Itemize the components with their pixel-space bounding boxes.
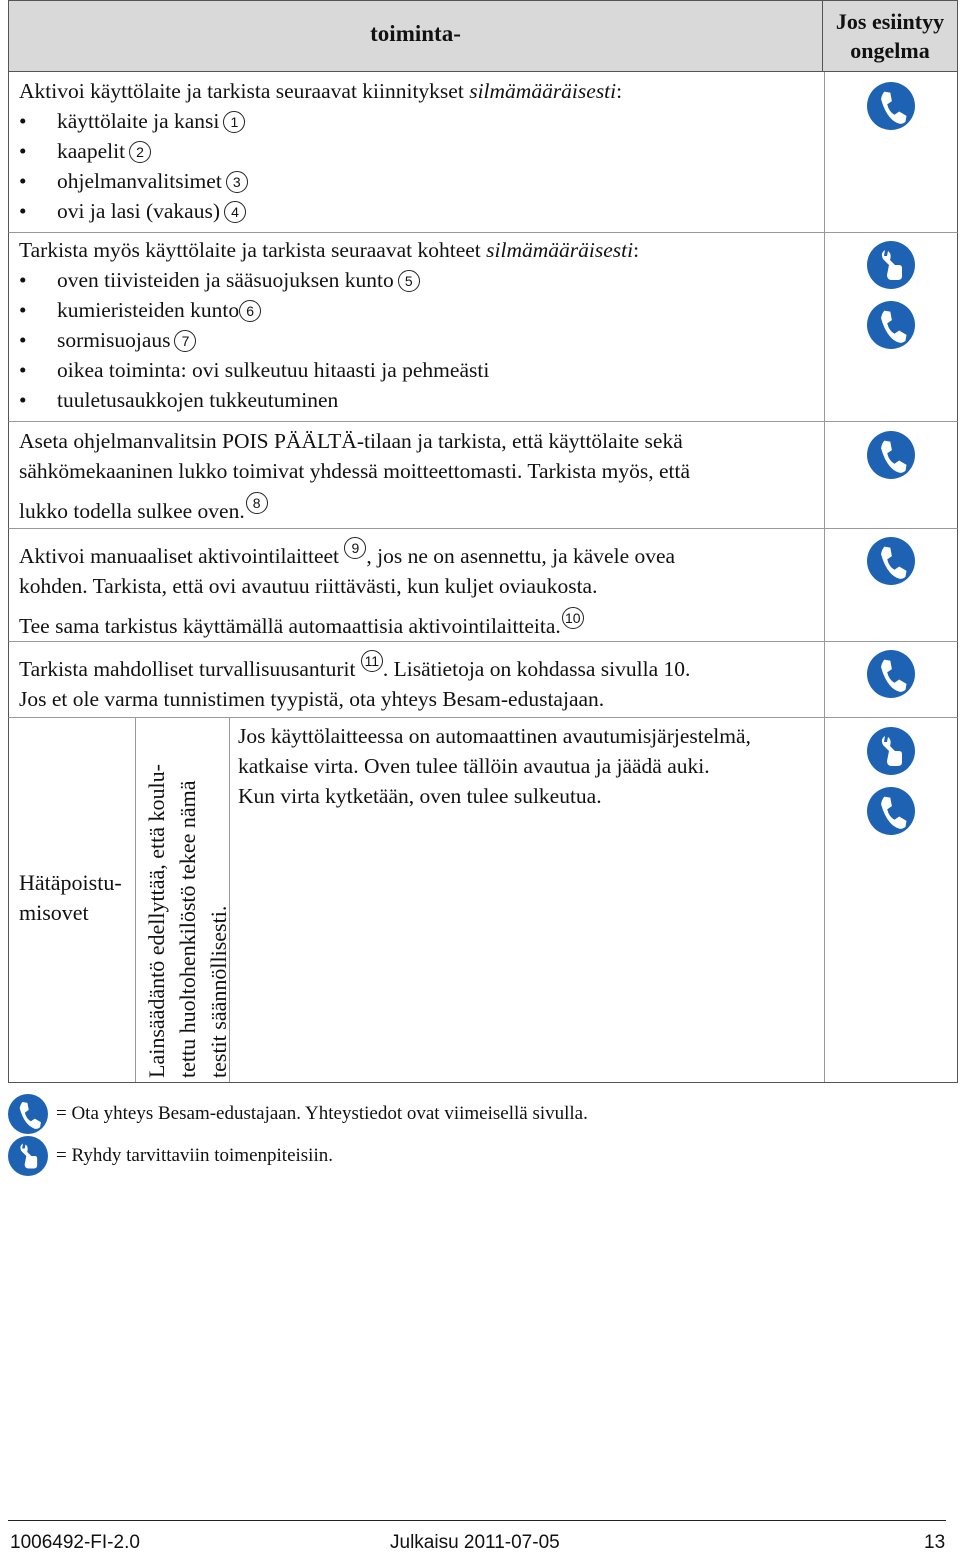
list-item [19, 265, 814, 295]
list-item-text: kumieristeiden kunto [57, 298, 240, 322]
row3-line3: lukko todella sulkee oven. [19, 499, 245, 523]
row4-line1b: , jos ne on asennettu, ja kävele ovea [366, 544, 676, 568]
table-row [8, 422, 958, 529]
row1-intro: Aktivoi käyttölaite ja tarkista seuraavat kiinnitykset [19, 79, 470, 103]
row6-text-line2: katkaise virta. Oven tulee tällöin avautua ja jäädä auki. [238, 754, 710, 778]
phone-icon [867, 431, 915, 479]
wrench-hand-icon [867, 241, 915, 289]
wrench-hand-icon [8, 1136, 48, 1176]
list-item-text: ovi ja lasi (vakaus) [57, 199, 220, 223]
list-item [19, 106, 814, 136]
callout-marker: 7 [174, 330, 196, 352]
row1-intro-end: : [616, 79, 623, 103]
legend-phone-text: = Ota yhteys Besam-edustajaan. Yhteystiedot ovat viimeisellä sivulla. [56, 1103, 588, 1124]
header-side-line2: ongelma [850, 38, 930, 63]
rotated-note-line2: tettu huoltohenkilöstö tekee nämä [175, 780, 200, 1078]
table-header-problem [823, 0, 958, 72]
phone-icon [8, 1094, 48, 1134]
list-item-text: oikea toiminta: ovi sulkeutuu hitaasti ja pehmeästi [57, 358, 490, 382]
footer-publication: Julkaisu 2011-07-05 [390, 1532, 560, 1553]
phone-icon [867, 82, 915, 130]
row2-intro: Tarkista myös käyttölaite ja tarkista seuraavat kohteet [19, 238, 487, 262]
row4-line1a: Aktivoi manuaaliset aktivointilaitteet [19, 544, 345, 568]
list-item [19, 166, 814, 196]
list-item [19, 325, 814, 355]
table-row [8, 718, 958, 1083]
callout-marker: 3 [226, 171, 248, 193]
table-row [8, 642, 958, 718]
row3-line2: sähkömekaaninen lukko toimivat yhdessä moitteettomasti. Tarkista myös, että [19, 459, 691, 483]
list-item-text: oven tiivisteiden ja sääsuojuksen kunto [57, 268, 394, 292]
row6-text-line3: Kun virta kytketään, oven tulee sulkeutua. [238, 784, 602, 808]
footer-doc-id: 1006492-FI-2.0 [10, 1532, 140, 1553]
row6-text-line1: Jos käyttölaitteessa on automaattinen avautumisjärjestelmä, [238, 724, 751, 748]
callout-marker: 11 [361, 650, 383, 672]
phone-icon [867, 787, 915, 835]
callout-marker: 4 [224, 201, 246, 223]
row6-label-line2: misovet [19, 900, 89, 925]
phone-icon [867, 301, 915, 349]
phone-icon [867, 650, 915, 698]
table-row [8, 233, 958, 422]
row3-line1: Aseta ohjelmanvalitsin POIS PÄÄLTÄ-tilaan ja tarkista, että käyttölaite sekä [19, 429, 683, 453]
header-title: toiminta- [370, 21, 461, 46]
wrench-hand-icon [867, 727, 915, 775]
callout-marker: 5 [398, 270, 420, 292]
list-item [19, 196, 814, 226]
list-item-text: kaapelit [57, 139, 126, 163]
list-item [19, 136, 814, 166]
list-item [19, 355, 814, 385]
row5-line1b: . Lisätietoja on kohdassa sivulla 10. [382, 657, 691, 681]
rotated-note-line1: Lainsäädäntö edellyttää, että koulu- [144, 764, 169, 1078]
callout-marker: 8 [246, 492, 268, 514]
row5-line2: Jos et ole varma tunnistimen tyypistä, ota yhteys Besam-edustajaan. [19, 687, 605, 711]
list-item [19, 295, 814, 325]
list-item-text: ohjelmanvalitsimet [57, 169, 222, 193]
list-item-text: tuuletusaukkojen tukkeutuminen [57, 388, 339, 412]
row6-label-line1: Hätäpoistu- [19, 870, 122, 895]
list-item-text: käyttölaite ja kansi [57, 109, 220, 133]
footer-divider [8, 1520, 946, 1521]
rotated-note-line3: testit säännöllisesti. [206, 905, 231, 1078]
row4-line2: kohden. Tarkista, että ovi avautuu riittävästi, kun kuljet oviaukosta. [19, 574, 598, 598]
table-row [8, 529, 958, 642]
list-item-text: sormisuojaus [57, 328, 171, 352]
callout-marker: 9 [344, 537, 366, 559]
row1-intro-italic: silmämääräisesti [469, 79, 617, 103]
legend-wrench-text: = Ryhdy tarvittaviin toimenpiteisiin. [56, 1145, 333, 1166]
callout-marker: 1 [223, 111, 245, 133]
phone-icon [867, 537, 915, 585]
row2-intro-italic: silmämääräisesti [486, 238, 634, 262]
callout-marker: 2 [129, 141, 151, 163]
list-item [19, 385, 814, 415]
table-header-action [8, 0, 823, 72]
footer-page-number: 13 [924, 1532, 946, 1553]
row2-intro-end: : [633, 238, 640, 262]
row4-line3: Tee sama tarkistus käyttämällä automaattisia aktivointilaitteita. [19, 614, 561, 638]
callout-marker: 6 [239, 300, 261, 322]
header-side-line1: Jos esiintyy [835, 9, 945, 34]
table-row [8, 72, 958, 233]
callout-marker: 10 [562, 607, 584, 629]
row5-line1a: Tarkista mahdolliset turvallisuusanturit [19, 657, 361, 681]
